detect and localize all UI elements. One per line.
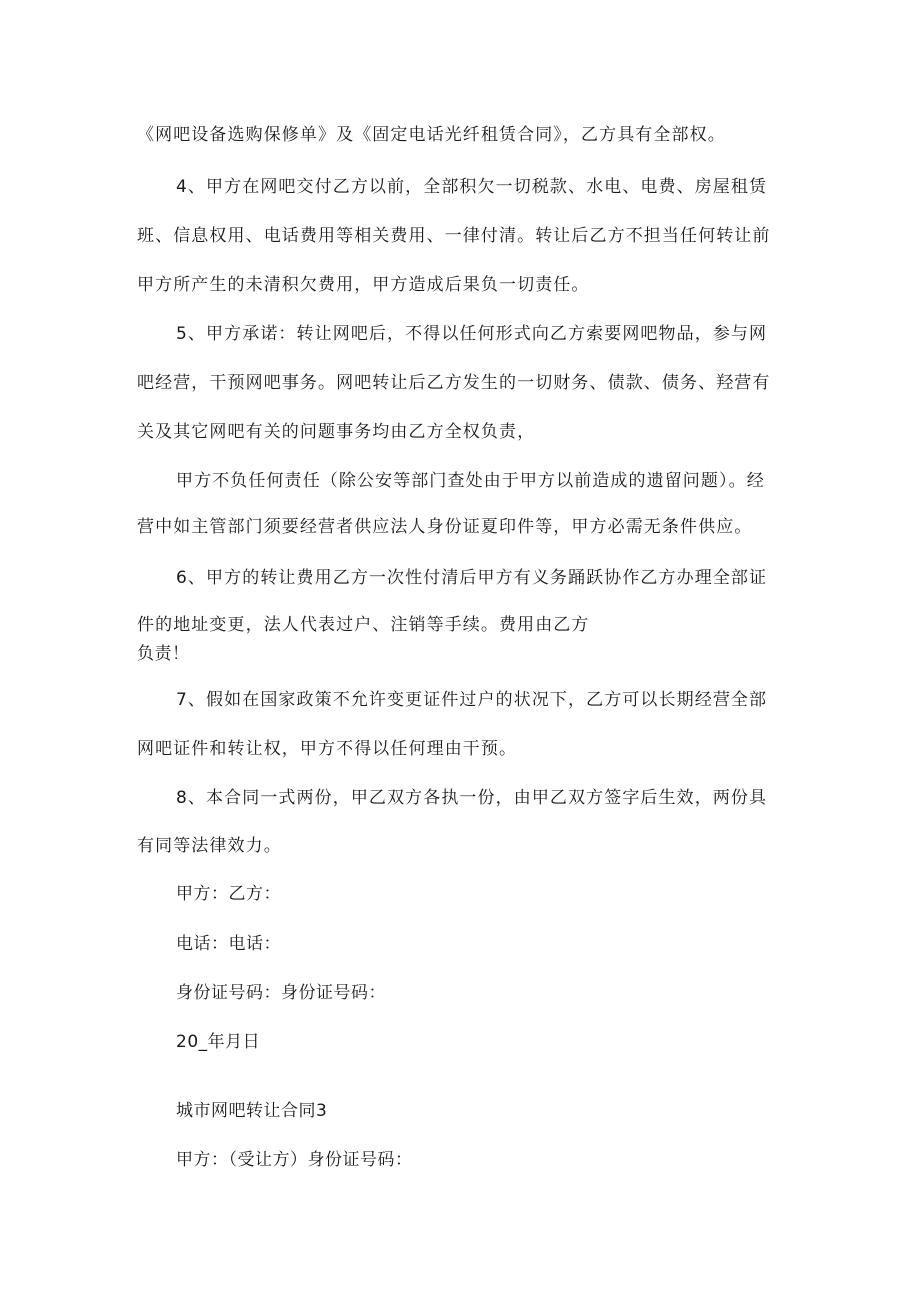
- id-number-label: 身份证号码：身份证号码：: [176, 983, 386, 1003]
- text-line-11: 件的地址变更，法人代表过户、注销等手续。费用由乙方: [137, 615, 590, 635]
- text-line-13: 7、假如在国家政策不允许变更证件过户的状况下，乙方可以长期经营全部: [176, 690, 768, 710]
- text-line-4: 甲方所产生的未清积欠费用，甲方造成后果负一切责任。: [137, 275, 590, 295]
- party-a-b-label: 甲方：乙方：: [176, 884, 281, 904]
- text-line-6: 吧经营，干预网吧事务。网吧转让后乙方发生的一切财务、债款、债务、羟营有: [137, 373, 771, 393]
- text-line-9: 营中如主管部门须要经营者供应法人身份证夏印件等，甲方必需无条件供应。: [137, 517, 753, 537]
- text-line-8: 甲方不负任何责任（除公安等部门查处由于甲方以前造成的遗留问题）。经: [176, 471, 765, 491]
- text-line-2: 4、甲方在网吧交付乙方以前，全部积欠一切税款、水电、电费、房屋租赁: [176, 177, 768, 197]
- text-line-15: 8、本合同一式两份，甲乙双方各执一份，由甲乙双方签字后生效，两份具: [176, 788, 768, 808]
- text-line-3: 班、信息权用、电话费用等相关费用、一律付清。转让后乙方不担当任何转让前: [137, 226, 771, 246]
- text-line-5: 5、甲方承诺：转让网吧后，不得以任何形式向乙方索要网吧物品，参与网: [176, 324, 768, 344]
- date-label: 20_年月日: [176, 1032, 261, 1052]
- text-line-12: 负责！: [137, 644, 190, 664]
- text-line-7: 关及其它网吧有关的问题事务均由乙方全权负责，: [137, 422, 536, 442]
- section-title: 城市网吧转让合同3: [176, 1101, 328, 1121]
- text-line-14: 网吧证件和转让权，甲方不得以任何理由干预。: [137, 739, 518, 759]
- text-line-1: 《网吧设备选购保修单》及《固定电话光纤租赁合同》，乙方具有全部权。: [137, 125, 726, 145]
- phone-label: 电话：电话：: [176, 934, 281, 954]
- text-line-10: 6、甲方的转让费用乙方一次性付清后甲方有义务踊跃协作乙方办理全部证: [176, 568, 768, 588]
- text-line-16: 有同等法律效力。: [137, 836, 282, 856]
- party-a-label: 甲方：（受让方）身份证号码：: [176, 1150, 413, 1170]
